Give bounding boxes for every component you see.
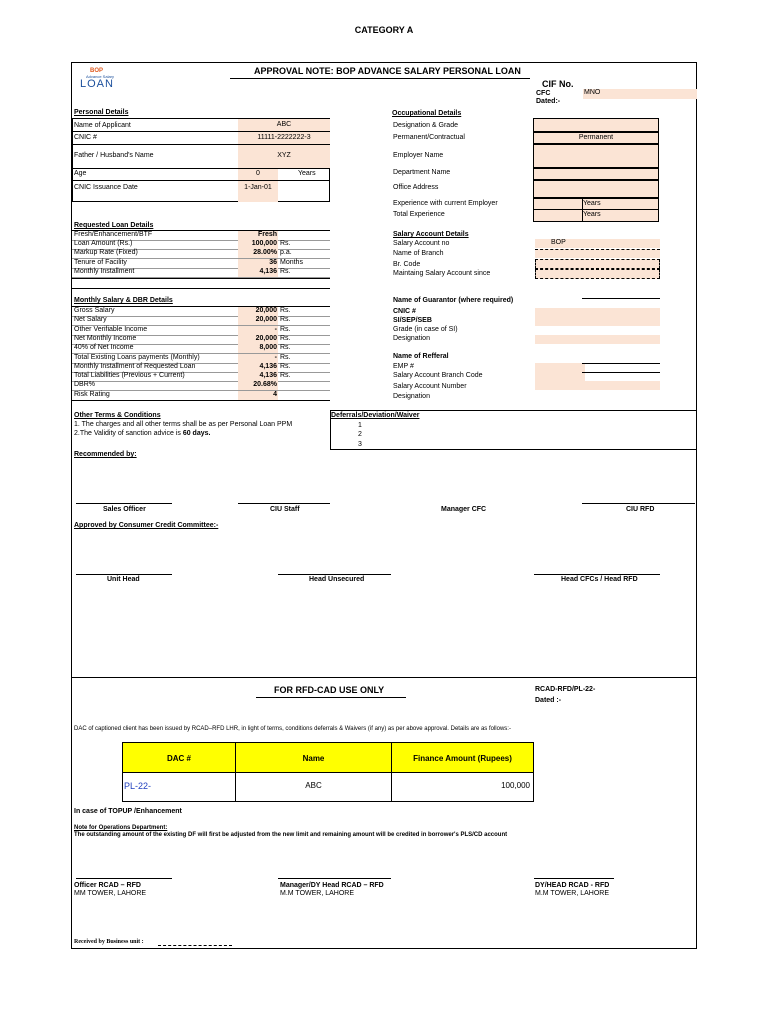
guarantor-cnic-label: CNIC # [393,308,416,315]
received-label: Received by Business unit : [74,939,144,945]
dbr-row-unit: Rs. [280,316,291,324]
permanent-field[interactable]: Permanent [533,132,659,144]
sig-head-unsecured: Head Unsecured [309,576,365,583]
dbr-row-label: Other Verifiable Income [74,325,148,333]
applicant-name-field[interactable]: ABC [238,119,330,131]
referral-designation-label: Designation [393,393,430,400]
dbr-row-value[interactable]: - [238,354,278,363]
loan-row-value[interactable]: 100,000 [238,240,278,249]
name-header: Name [302,754,325,763]
rfd-ref: RCAD-RFD/PL-22- [535,686,596,693]
occupational-heading: Occupational Details [392,110,462,117]
personal-heading: Personal Details [74,109,129,116]
sig-head-cfcs: Head CFCs / Head RFD [561,576,638,583]
loan-row-unit: Months [280,259,303,266]
cif-label: CIF No. [542,79,574,89]
total-experience-unit: Years [583,211,601,218]
dbr-row-unit: Rs. [280,307,291,314]
referral-branch-code-label: Salary Account Branch Code [393,372,483,379]
dbr-row-unit: Rs. [280,325,291,333]
office-address-field[interactable] [533,180,659,198]
permanent-label: Permanent/Contractual [393,134,465,141]
experience-unit: Years [583,200,601,207]
loan-row-label: Monthly Installment [74,268,135,275]
father-name-label: Father / Husband's Name [74,152,154,159]
loan-heading: Requested Loan Details [74,222,154,229]
designation-label: Designation & Grade [393,122,458,129]
dbr-row-label: Monthly Installment of Requested Loan [74,362,196,370]
dy-head-rcad-title: DY/HEAD RCAD - RFD [535,882,610,889]
deferrals-heading: Deferrals/Deviation/Waiver [331,412,420,419]
referral-emp-label: EMP # [393,363,414,370]
terms-line-2: 2.The Validity of sanction advice is 60 days. [74,430,211,437]
loan-row-unit: Rs. [280,268,291,275]
guarantor-heading: Name of Guarantor (where required) [393,297,514,304]
branch-code-label: Br. Code [393,261,421,268]
terms-heading: Other Terms & Conditions [74,412,161,419]
father-name-field[interactable]: XYZ [238,145,330,168]
sig-sales-officer: Sales Officer [103,506,146,513]
cfc-field[interactable]: MNO [583,89,697,99]
title-underline [230,78,530,79]
branch-code-field[interactable] [535,259,660,269]
dbr-row-label: Total Existing Loans payments (Monthly) [74,353,200,361]
dbr-row-unit: Rs. [280,334,291,342]
sig-unit-head: Unit Head [107,576,140,583]
dbr-row-label: DBR% [74,381,96,389]
rfd-dated: Dated :- [535,697,562,704]
dbr-row-label: Net Monthly Income [74,334,137,342]
dac-value: PL-22- [124,781,152,791]
guarantor-grade-label: Grade (in case of SI) [393,326,458,333]
account-since-field[interactable] [535,269,660,279]
dac-table [122,742,534,802]
officer-rcad-loc: MM TOWER, LAHORE [74,890,147,897]
dbr-row-value[interactable]: - [238,326,278,335]
rfd-heading: FOR RFD-CAD USE ONLY [274,685,385,695]
terms-line-1: 1. The charges and all other terms shall be as per Personal Loan PPM [74,421,293,428]
department-label: Department Name [393,169,451,176]
ops-heading: Note for Operations Department: [74,825,168,831]
dbr-row-label: Gross Salary [74,307,115,314]
dated-label: Dated:- [536,98,561,105]
recommended-heading: Recommended by: [74,451,137,458]
deferral-item-2: 2 [358,431,362,438]
branch-name-label: Name of Branch [393,250,444,257]
dbr-row-label: Net Salary [74,316,107,324]
dac-header: DAC # [166,754,191,763]
loan-row-value[interactable]: 4,136 [238,268,278,277]
bop-logo: BOP Advance Salary LOAN [80,68,115,90]
loan-row-unit: p.a. [280,249,292,256]
dbr-heading: Monthly Salary & DBR Details [74,297,173,304]
manager-rcad-title: Manager/DY Head RCAD – RFD [280,882,384,889]
dbr-row-value[interactable]: 4,136 [238,372,278,381]
guarantor-designation-label: Designation [393,335,430,342]
category-label: CATEGORY A [354,25,414,35]
dbr-row-value[interactable]: 4,136 [238,363,278,372]
designation-field[interactable] [533,118,659,132]
officer-rcad-title: Officer RCAD – RFD [74,882,141,889]
account-since-label: Maintaing Salary Account since [393,270,491,277]
dbr-row-value[interactable]: 20,000 [238,316,278,325]
amount-header: Finance Amount (Rupees) [413,754,512,763]
loan-row-label: Tenure of Facility [74,259,127,266]
cnic-issue-field[interactable]: 1-Jan-01 [238,181,278,202]
referral-heading: Name of Refferal [393,353,449,360]
dbr-row-label: Total Liabilities (Previous + Current) [74,372,185,380]
dbr-row-label: Risk Rating [74,390,110,398]
age-unit: Years [298,170,316,177]
salary-account-no-label: Salary Account no [393,240,450,247]
sig-ciu-staff: CIU Staff [270,506,300,513]
salary-account-no-field[interactable]: BOP [535,239,660,248]
cnic-field[interactable]: 11111-2222222-3 [238,132,330,144]
total-experience-label: Total Experience [393,211,445,218]
dbr-row-unit: Rs. [280,372,291,380]
manager-rcad-loc: M.M TOWER, LAHORE [280,890,355,897]
employer-label: Employer Name [393,152,444,159]
loan-row-label: Fresh/Enhancement/BTF [74,231,153,238]
employer-field[interactable] [533,144,659,168]
deferral-item-3: 3 [358,441,362,448]
cfc-label: CFC [536,90,551,97]
approved-heading: Approved by Consumer Credit Committee:- [74,522,219,529]
dbr-row-value[interactable]: 8,000 [238,344,278,353]
amount-value: 100,000 [501,781,530,790]
deferral-item-1: 1 [358,422,362,429]
dbr-row-unit: Rs. [280,344,291,352]
dbr-row-label: 40% of Net Income [74,344,134,352]
loan-row-value[interactable]: 36 [238,259,278,268]
dbr-row-value[interactable]: 4 [238,391,278,400]
ops-note: The outstanding amount of the existing DF will first be adjusted from the new limit and remaining amount will be credited in borrower's PLS/CD account [74,832,508,838]
department-field[interactable] [533,168,659,180]
referral-account-number-label: Salary Account Number [393,383,467,390]
experience-label: Experience with current Employer [393,200,498,207]
dbr-row-value[interactable]: 20.68% [238,381,278,390]
rfd-description: DAC of captioned client has been issued by RCAD–RFD LHR, in light of terms, conditions deferrals & Waivers (if any) as per above approval. Details are as follows:- [74,726,511,732]
dbr-row-value[interactable]: 20,000 [238,335,278,344]
applicant-name-label: Name of Applicant [74,122,131,129]
dy-head-rcad-loc: M.M TOWER, LAHORE [535,890,610,897]
cnic-label: CNIC # [74,134,97,141]
cnic-issue-label: CNIC Issuance Date [74,184,138,191]
sig-ciu-rfd: CIU RFD [626,506,655,513]
branch-name-field[interactable] [535,249,660,258]
loan-row-label: Loan Amount (Rs.) [74,240,133,247]
loan-row-value[interactable]: Fresh [238,231,278,240]
loan-row-unit: Rs. [280,240,291,247]
dbr-row-unit: Rs. [280,362,291,370]
name-value: ABC [305,781,322,790]
office-address-label: Office Address [393,184,439,191]
topup-label: In case of TOPUP /Enhancement [74,808,182,815]
salary-account-heading: Salary Account Details [393,231,469,238]
age-label: Age [74,170,87,177]
dbr-row-unit: Rs. [280,353,291,361]
guarantor-si-label: SI/SEP/SEB [393,317,432,324]
loan-row-value[interactable]: 28.00% [238,249,278,258]
loan-row-label: Markup Rate (Fixed) [74,249,138,256]
dbr-row-value[interactable]: 20,000 [238,307,278,316]
age-field[interactable]: 0 [238,169,278,180]
sig-manager-cfc: Manager CFC [441,506,487,513]
page-title: APPROVAL NOTE: BOP ADVANCE SALARY PERSONAL LOAN [254,66,521,76]
